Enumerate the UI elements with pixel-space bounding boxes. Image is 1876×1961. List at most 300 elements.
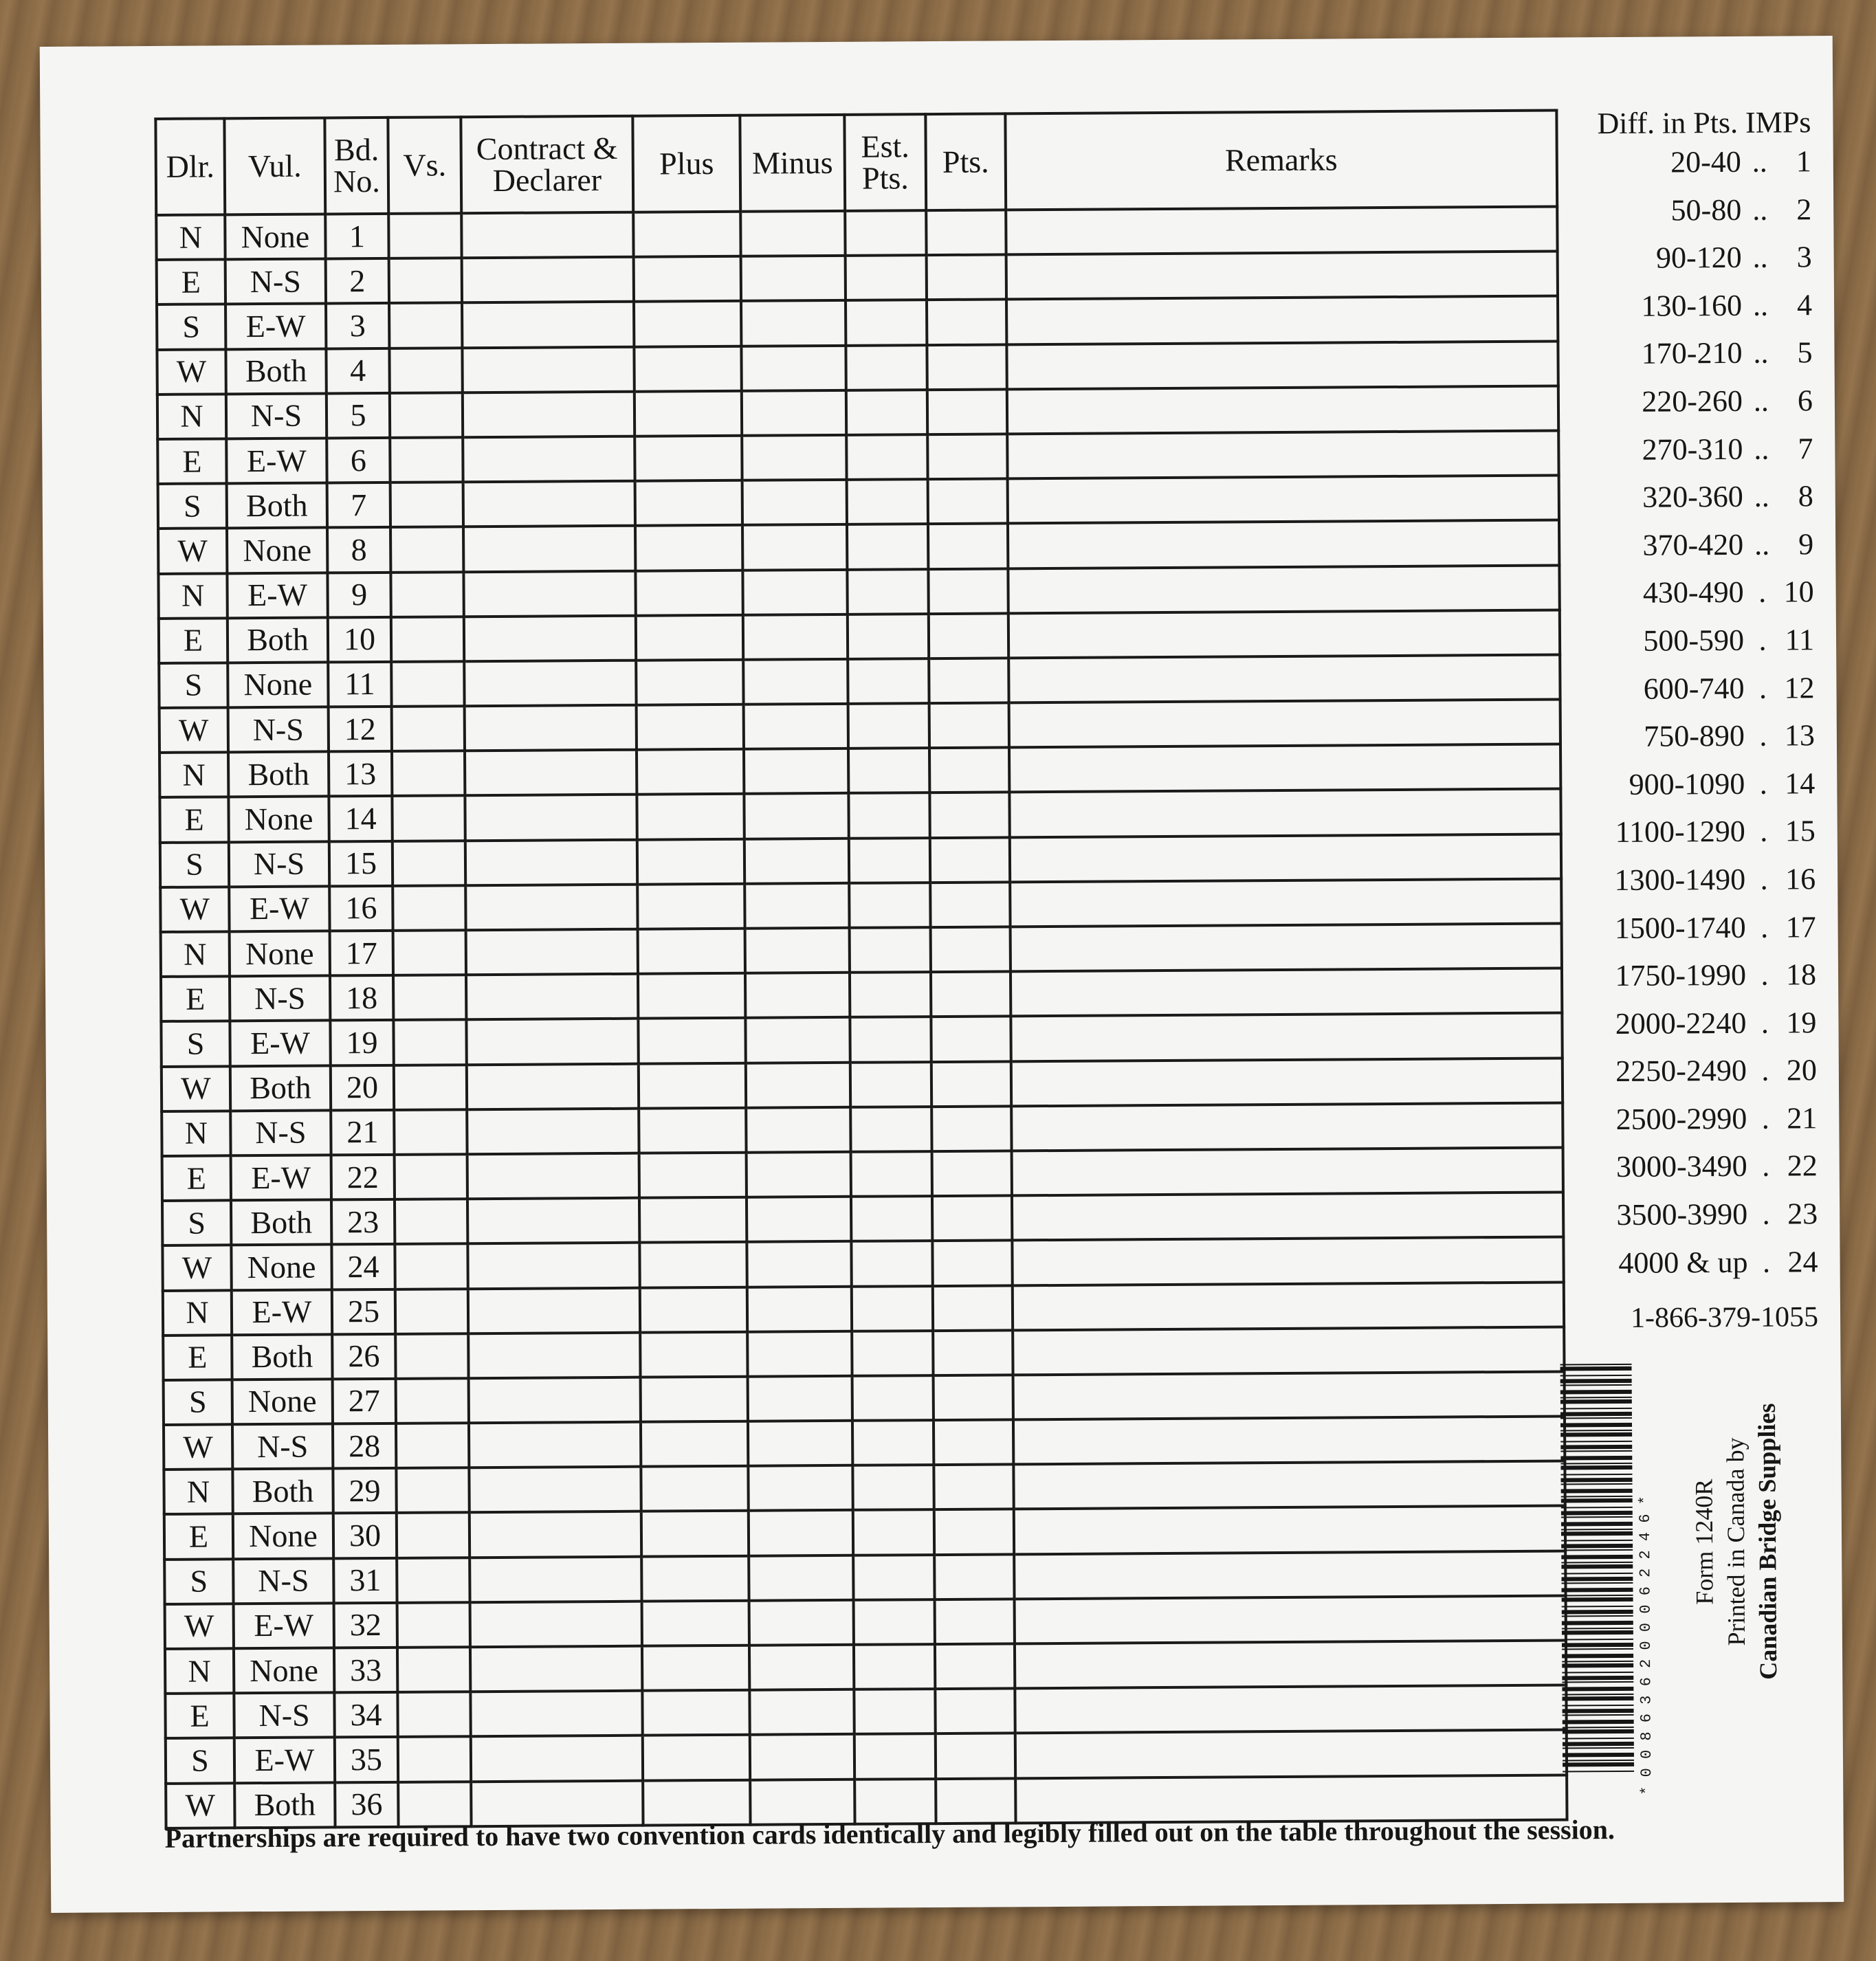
minus-cell[interactable]: [741, 345, 846, 390]
barcode-number: * 0 0 8 6 3 6 2 0 0 0 6 2 2 4 6 *: [1636, 1496, 1656, 1795]
contract-cell[interactable]: [470, 1556, 641, 1602]
barcode-bar: [1561, 1522, 1633, 1527]
est-pts-cell[interactable]: [845, 210, 926, 256]
minus-cell[interactable]: [747, 1331, 852, 1376]
vs-cell[interactable]: [395, 1289, 468, 1334]
pts-cell[interactable]: [927, 300, 1006, 345]
minus-cell[interactable]: [747, 1197, 851, 1242]
remarks-cell[interactable]: [1012, 1237, 1563, 1285]
est-pts-cell[interactable]: [854, 1599, 935, 1645]
contract-cell[interactable]: [470, 1691, 642, 1737]
imp-row: [1565, 335, 1812, 385]
dealer-cell: W: [162, 1245, 231, 1291]
imp-table-title: Diff. in Pts. IMPs: [1597, 105, 1811, 141]
est-pts-cell[interactable]: [851, 1241, 932, 1286]
barcode-bar: [1561, 1564, 1633, 1569]
est-pts-cell[interactable]: [850, 1107, 931, 1152]
est-pts-cell[interactable]: [850, 1017, 931, 1062]
plus-cell[interactable]: [639, 1153, 747, 1198]
remarks-cell[interactable]: [1006, 252, 1558, 300]
plus-cell[interactable]: [641, 1377, 748, 1422]
remarks-cell[interactable]: [1013, 1327, 1564, 1375]
vs-cell[interactable]: [390, 572, 463, 617]
contract-cell[interactable]: [469, 1377, 641, 1423]
minus-cell[interactable]: [745, 928, 850, 973]
plus-cell[interactable]: [641, 1421, 748, 1467]
minus-cell[interactable]: [750, 1734, 854, 1780]
remarks-cell[interactable]: [1011, 968, 1562, 1017]
remarks-cell[interactable]: [1009, 700, 1560, 748]
imp-dots: ..: [1753, 336, 1769, 370]
plus-cell[interactable]: [637, 794, 744, 839]
vs-cell[interactable]: [392, 706, 465, 751]
plus-cell[interactable]: [642, 1646, 749, 1691]
minus-cell[interactable]: [749, 1645, 854, 1690]
contract-cell[interactable]: [463, 436, 634, 483]
remarks-cell[interactable]: [1013, 1461, 1565, 1509]
plus-cell[interactable]: [641, 1511, 749, 1556]
minus-cell[interactable]: [742, 390, 846, 436]
est-pts-cell[interactable]: [846, 255, 927, 300]
est-pts-cell[interactable]: [848, 658, 929, 704]
contract-cell[interactable]: [465, 750, 637, 796]
contract-cell[interactable]: [465, 839, 637, 885]
board-number-cell: 24: [331, 1244, 395, 1289]
pts-cell[interactable]: [930, 882, 1010, 927]
plus-cell[interactable]: [640, 1331, 747, 1377]
plus-cell[interactable]: [638, 1018, 745, 1063]
imp-value: 2: [1796, 192, 1812, 226]
contract-cell[interactable]: [467, 1153, 639, 1199]
minus-cell[interactable]: [747, 1152, 851, 1197]
minus-cell[interactable]: [741, 300, 846, 346]
board-row: [164, 1417, 1565, 1470]
pts-cell[interactable]: [927, 255, 1006, 300]
vs-cell[interactable]: [389, 258, 462, 303]
dealer-cell: S: [160, 842, 229, 887]
est-pts-cell[interactable]: [853, 1555, 934, 1600]
pts-cell[interactable]: [929, 613, 1008, 658]
contract-cell[interactable]: [469, 1422, 641, 1468]
minus-cell[interactable]: [740, 211, 845, 256]
est-pts-cell[interactable]: [851, 1196, 932, 1241]
plus-cell[interactable]: [634, 391, 742, 436]
vs-cell[interactable]: [393, 975, 466, 1020]
vs-cell[interactable]: [389, 348, 462, 393]
contract-cell[interactable]: [466, 974, 638, 1020]
vs-cell[interactable]: [390, 437, 463, 483]
imp-range: 2250-2490: [1615, 1054, 1747, 1089]
vs-cell[interactable]: [395, 1199, 467, 1244]
remarks-cell[interactable]: [1007, 430, 1558, 478]
minus-cell[interactable]: [747, 1286, 852, 1331]
minus-cell[interactable]: [744, 838, 849, 883]
contract-cell[interactable]: [462, 346, 634, 392]
pts-cell[interactable]: [934, 1465, 1013, 1510]
column-header: Vul.: [224, 118, 325, 214]
contract-cell[interactable]: [465, 885, 637, 931]
plus-cell[interactable]: [639, 1242, 747, 1287]
contract-cell[interactable]: [471, 1736, 643, 1782]
board-number-cell: 3: [326, 303, 389, 348]
minus-cell[interactable]: [747, 1241, 851, 1287]
est-pts-cell[interactable]: [846, 434, 927, 480]
vs-cell[interactable]: [393, 1020, 466, 1065]
contract-cell[interactable]: [467, 1198, 639, 1244]
minus-cell[interactable]: [748, 1421, 852, 1466]
barcode-bar: [1563, 1760, 1634, 1762]
contract-cell[interactable]: [469, 1467, 641, 1513]
plus-cell[interactable]: [638, 929, 745, 974]
est-pts-cell[interactable]: [849, 838, 930, 883]
minus-cell[interactable]: [749, 1510, 853, 1555]
imp-row: [1569, 1100, 1817, 1150]
contract-cell[interactable]: [462, 302, 634, 348]
barcode-bar: [1562, 1630, 1633, 1635]
contract-cell[interactable]: [466, 929, 638, 975]
est-pts-cell[interactable]: [850, 927, 931, 973]
est-pts-cell[interactable]: [852, 1465, 934, 1510]
contract-cell[interactable]: [466, 1019, 638, 1065]
remarks-cell[interactable]: [1012, 1147, 1563, 1195]
remarks-cell[interactable]: [1010, 878, 1561, 927]
pts-cell[interactable]: [934, 1419, 1013, 1465]
plus-cell[interactable]: [634, 301, 741, 346]
remarks-cell[interactable]: [1015, 1730, 1567, 1778]
dealer-cell: E: [159, 797, 228, 843]
barcode-bar: [1560, 1417, 1632, 1419]
pts-cell[interactable]: [931, 1017, 1011, 1062]
minus-cell[interactable]: [745, 973, 850, 1018]
imp-range: 900-1090: [1629, 766, 1745, 801]
est-pts-cell[interactable]: [852, 1420, 934, 1465]
minus-cell[interactable]: [742, 524, 847, 570]
vs-cell[interactable]: [391, 661, 464, 707]
plus-cell[interactable]: [635, 480, 742, 526]
barcode-bar: [1562, 1687, 1633, 1692]
vs-cell[interactable]: [390, 392, 463, 438]
plus-cell[interactable]: [639, 1063, 746, 1108]
vulnerability-cell: None: [228, 797, 329, 842]
minus-cell[interactable]: [742, 569, 847, 614]
vs-cell[interactable]: [397, 1602, 470, 1648]
est-pts-cell[interactable]: [854, 1689, 935, 1734]
pts-cell[interactable]: [932, 1241, 1012, 1286]
plus-cell[interactable]: [643, 1735, 750, 1780]
pts-cell[interactable]: [931, 927, 1011, 972]
est-pts-cell[interactable]: [849, 883, 930, 928]
board-number-cell: 25: [332, 1289, 395, 1334]
pts-cell[interactable]: [931, 1061, 1011, 1107]
est-pts-cell[interactable]: [848, 703, 929, 749]
contract-cell[interactable]: [470, 1601, 642, 1647]
barcode-bar: [1560, 1364, 1631, 1366]
remarks-cell[interactable]: [1006, 207, 1557, 255]
est-pts-cell[interactable]: [848, 614, 929, 659]
remarks-cell[interactable]: [1011, 923, 1562, 971]
pts-cell[interactable]: [934, 1554, 1014, 1599]
est-pts-cell[interactable]: [851, 1151, 932, 1197]
contract-cell[interactable]: [465, 795, 637, 841]
vulnerability-cell: Both: [231, 1200, 331, 1245]
plus-cell[interactable]: [633, 212, 740, 257]
imp-row: [1570, 1149, 1818, 1198]
remarks-cell[interactable]: [1014, 1506, 1565, 1554]
barcode-bar: [1563, 1720, 1634, 1725]
pts-cell[interactable]: [935, 1643, 1015, 1689]
remarks-cell[interactable]: [1013, 1371, 1565, 1419]
plus-cell[interactable]: [637, 749, 744, 795]
imp-row: [1567, 766, 1815, 815]
minus-cell[interactable]: [746, 1062, 850, 1107]
plus-cell[interactable]: [634, 256, 741, 302]
vulnerability-cell: None: [230, 931, 330, 976]
remarks-cell[interactable]: [1013, 1282, 1564, 1330]
imp-range: 3000-3490: [1615, 1149, 1747, 1184]
imp-dots: .: [1760, 814, 1768, 849]
vulnerability-cell: None: [233, 1514, 333, 1559]
remarks-cell[interactable]: [1013, 1417, 1565, 1465]
vs-cell[interactable]: [390, 482, 463, 527]
pts-cell[interactable]: [929, 748, 1009, 793]
est-pts-cell[interactable]: [853, 1510, 934, 1555]
contract-cell[interactable]: [467, 1243, 639, 1289]
pts-cell[interactable]: [936, 1733, 1015, 1779]
vs-cell[interactable]: [395, 1244, 467, 1289]
pts-cell[interactable]: [933, 1330, 1013, 1375]
plus-cell[interactable]: [636, 614, 743, 660]
vs-cell[interactable]: [397, 1647, 470, 1692]
vs-cell[interactable]: [392, 796, 465, 841]
remarks-cell[interactable]: [1010, 834, 1561, 882]
imp-value: 14: [1785, 766, 1816, 801]
vs-cell[interactable]: [392, 751, 465, 796]
vs-cell[interactable]: [396, 1467, 469, 1513]
minus-cell[interactable]: [743, 659, 848, 705]
vs-cell[interactable]: [394, 1109, 467, 1155]
remarks-cell[interactable]: [1012, 1193, 1563, 1241]
contract-cell[interactable]: [463, 570, 635, 617]
vs-cell[interactable]: [397, 1513, 470, 1558]
board-row: [159, 744, 1560, 798]
contract-cell[interactable]: [467, 1108, 639, 1154]
minus-cell[interactable]: [745, 1017, 850, 1063]
barcode-bar: [1563, 1742, 1634, 1747]
remarks-cell[interactable]: [1015, 1685, 1566, 1733]
contract-cell[interactable]: [464, 661, 636, 707]
contract-cell[interactable]: [461, 212, 633, 258]
vs-cell[interactable]: [389, 303, 462, 348]
remarks-cell[interactable]: [1008, 654, 1560, 702]
vs-cell[interactable]: [396, 1378, 469, 1423]
pts-cell[interactable]: [932, 1151, 1012, 1196]
remarks-cell[interactable]: [1014, 1551, 1565, 1599]
plus-cell[interactable]: [639, 1197, 747, 1243]
remarks-cell[interactable]: [1009, 744, 1560, 793]
board-number-cell: 32: [334, 1603, 397, 1648]
remarks-cell[interactable]: [1007, 386, 1558, 434]
pts-cell[interactable]: [928, 479, 1008, 524]
minus-cell[interactable]: [742, 480, 847, 525]
pts-cell[interactable]: [932, 1196, 1012, 1241]
vs-cell[interactable]: [393, 930, 466, 975]
minus-cell[interactable]: [744, 793, 848, 839]
vulnerability-cell: N-S: [230, 1110, 331, 1155]
contract-cell[interactable]: [470, 1511, 641, 1558]
pts-cell[interactable]: [930, 837, 1010, 883]
minus-cell[interactable]: [749, 1555, 853, 1600]
minus-cell[interactable]: [744, 883, 849, 929]
contract-cell[interactable]: [462, 257, 634, 303]
plus-cell[interactable]: [634, 436, 742, 481]
vs-cell[interactable]: [396, 1423, 469, 1468]
minus-cell[interactable]: [744, 704, 848, 749]
remarks-cell[interactable]: [1015, 1640, 1566, 1688]
footer-note: Partnerships are required to have two convention cards identically and legibly filled out on the table throughout the session.: [164, 1814, 1615, 1854]
barcode-bar: [1562, 1663, 1633, 1668]
imp-dots: .: [1758, 671, 1767, 705]
est-pts-cell[interactable]: [848, 748, 929, 793]
est-pts-cell[interactable]: [852, 1286, 933, 1331]
minus-cell[interactable]: [748, 1465, 852, 1511]
plus-cell[interactable]: [637, 884, 744, 929]
vs-cell[interactable]: [398, 1737, 471, 1782]
pts-cell[interactable]: [931, 972, 1011, 1017]
pts-cell[interactable]: [929, 793, 1009, 838]
pts-cell[interactable]: [929, 658, 1008, 703]
minus-cell[interactable]: [748, 1376, 852, 1421]
vs-cell[interactable]: [388, 213, 461, 258]
vs-cell[interactable]: [395, 1333, 468, 1379]
imp-dots: .: [1761, 1053, 1769, 1087]
imp-value: 10: [1783, 575, 1814, 609]
dealer-cell: W: [162, 1066, 230, 1111]
pts-cell[interactable]: [927, 344, 1006, 390]
pts-cell[interactable]: [928, 568, 1008, 614]
est-pts-cell[interactable]: [847, 524, 928, 569]
remarks-cell[interactable]: [1008, 565, 1559, 613]
vs-cell[interactable]: [393, 841, 465, 886]
remarks-cell[interactable]: [1011, 1058, 1563, 1106]
est-pts-cell[interactable]: [846, 345, 927, 390]
pts-cell[interactable]: [934, 1509, 1014, 1555]
pts-cell[interactable]: [927, 434, 1007, 479]
vs-cell[interactable]: [390, 527, 463, 573]
plus-cell[interactable]: [634, 346, 741, 391]
pts-cell[interactable]: [935, 1599, 1015, 1644]
contract-cell[interactable]: [464, 615, 636, 661]
est-pts-cell[interactable]: [850, 1062, 931, 1107]
vs-cell[interactable]: [397, 1692, 470, 1737]
remarks-cell[interactable]: [1011, 1013, 1562, 1061]
contract-cell[interactable]: [467, 1063, 639, 1109]
plus-cell[interactable]: [638, 973, 745, 1019]
plus-cell[interactable]: [637, 705, 744, 750]
vs-cell[interactable]: [391, 617, 464, 662]
vulnerability-cell: Both: [232, 1469, 333, 1514]
minus-cell[interactable]: [746, 1107, 850, 1153]
plus-cell[interactable]: [636, 660, 743, 705]
remarks-cell[interactable]: [1008, 610, 1560, 658]
vs-cell[interactable]: [393, 885, 465, 931]
plus-cell[interactable]: [642, 1690, 749, 1736]
plus-cell[interactable]: [641, 1555, 749, 1601]
est-pts-cell[interactable]: [852, 1375, 934, 1421]
vs-cell[interactable]: [395, 1154, 467, 1199]
minus-cell[interactable]: [749, 1600, 854, 1646]
pts-cell[interactable]: [929, 702, 1009, 748]
contract-cell[interactable]: [468, 1332, 640, 1378]
minus-cell[interactable]: [742, 435, 846, 480]
pts-cell[interactable]: [928, 524, 1008, 569]
remarks-cell[interactable]: [1015, 1595, 1566, 1643]
board-row: [159, 610, 1560, 663]
est-pts-cell[interactable]: [850, 972, 931, 1017]
remarks-cell[interactable]: [1008, 476, 1559, 524]
contract-cell[interactable]: [470, 1646, 642, 1692]
est-pts-cell[interactable]: [847, 479, 928, 524]
est-pts-cell[interactable]: [846, 300, 927, 345]
contract-cell[interactable]: [468, 1287, 640, 1333]
remarks-cell[interactable]: [1011, 1103, 1563, 1151]
plus-cell[interactable]: [642, 1601, 749, 1646]
pts-cell[interactable]: [933, 1285, 1013, 1331]
contract-cell[interactable]: [463, 481, 635, 527]
pts-cell[interactable]: [927, 389, 1007, 434]
pts-cell[interactable]: [934, 1375, 1013, 1420]
minus-cell[interactable]: [744, 749, 848, 794]
est-pts-cell[interactable]: [854, 1644, 935, 1689]
est-pts-cell[interactable]: [852, 1331, 933, 1376]
pts-cell[interactable]: [935, 1689, 1015, 1734]
dealer-cell: E: [165, 1693, 234, 1738]
plus-cell[interactable]: [635, 570, 742, 615]
dealer-cell: W: [157, 349, 225, 395]
est-pts-cell[interactable]: [847, 569, 928, 614]
minus-cell[interactable]: [749, 1689, 854, 1735]
dealer-cell: N: [157, 394, 226, 439]
est-pts-cell[interactable]: [846, 390, 927, 435]
imp-dots: .: [1761, 1006, 1769, 1040]
plus-cell[interactable]: [637, 839, 744, 884]
imp-dots: ..: [1752, 240, 1768, 274]
vulnerability-cell: E-W: [226, 438, 327, 483]
remarks-cell[interactable]: [1009, 789, 1560, 837]
plus-cell[interactable]: [635, 525, 742, 570]
plus-cell[interactable]: [641, 1466, 748, 1511]
contract-cell[interactable]: [463, 526, 635, 572]
remarks-cell[interactable]: [1006, 296, 1558, 344]
dealer-cell: W: [160, 887, 229, 932]
minus-cell[interactable]: [743, 614, 848, 660]
pts-cell[interactable]: [931, 1106, 1011, 1151]
imp-range: 20-40: [1670, 144, 1741, 179]
contract-cell[interactable]: [465, 705, 637, 751]
est-pts-cell[interactable]: [848, 793, 929, 839]
pts-cell[interactable]: [926, 210, 1006, 255]
remarks-cell[interactable]: [1006, 341, 1558, 389]
vs-cell[interactable]: [394, 1065, 467, 1110]
plus-cell[interactable]: [640, 1287, 747, 1332]
remarks-cell[interactable]: [1008, 520, 1559, 568]
minus-cell[interactable]: [741, 256, 846, 301]
imp-row: [1567, 718, 1815, 767]
vulnerability-cell: Both: [228, 752, 329, 797]
contract-cell[interactable]: [463, 391, 634, 437]
est-pts-cell[interactable]: [854, 1733, 936, 1779]
vs-cell[interactable]: [397, 1558, 470, 1603]
plus-cell[interactable]: [639, 1107, 746, 1153]
